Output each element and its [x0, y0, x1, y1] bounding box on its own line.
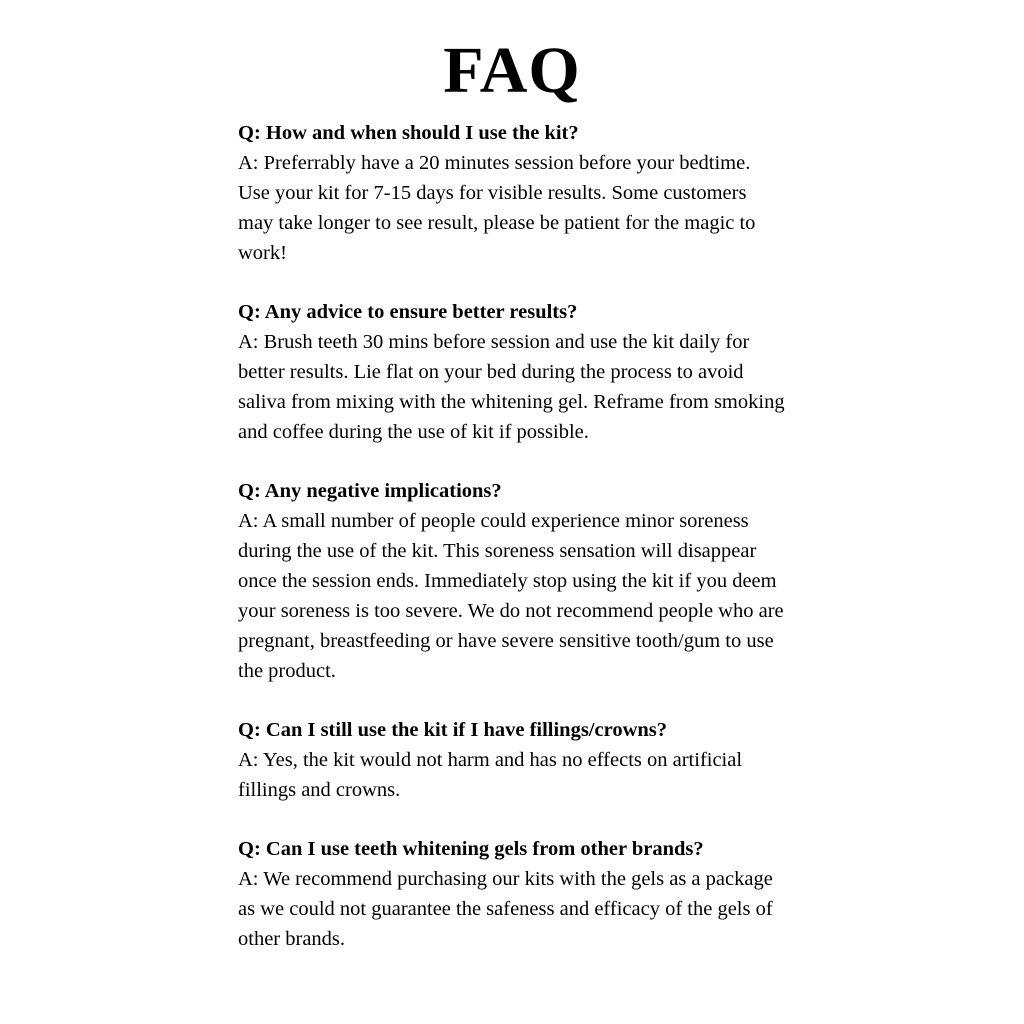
faq-answer: A: Preferrably have a 20 minutes session before your bedtime. Use your kit for 7-15 days for visible results. Some customers may take longer to see result, please be patient for the magic to work! — [238, 152, 756, 264]
content-column — [238, 34, 786, 954]
faq-item-negative-implications — [238, 476, 786, 686]
faq-question: Q: How and when should I use the kit? — [238, 122, 579, 144]
faq-question: Q: Can I use teeth whitening gels from other brands? — [238, 838, 704, 860]
faq-item-usage — [238, 118, 786, 268]
faq-answer: A: Yes, the kit would not harm and has no effects on artificial fillings and crowns. — [238, 749, 743, 801]
faq-answer: A: A small number of people could experience minor soreness during the use of the kit. This soreness sensation will disappear once the session ends. Immediately stop using the kit if you deem your soreness is too severe. We do not recommend people who are pregnant, breastfeeding or have severe sensitive tooth/gum to use the product. — [238, 510, 784, 682]
faq-question: Q: Any advice to ensure better results? — [238, 301, 578, 323]
faq-item-advice — [238, 297, 786, 447]
faq-item-fillings-crowns — [238, 715, 786, 805]
faq-item-other-brands — [238, 834, 786, 954]
faq-question: Q: Can I still use the kit if I have fillings/crowns? — [238, 719, 668, 741]
faq-question: Q: Any negative implications? — [238, 480, 502, 502]
page-title: FAQ — [443, 34, 581, 107]
faq-answer: A: Brush teeth 30 mins before session and use the kit daily for better results. Lie flat on your bed during the process to avoid saliva from mixing with the whitening gel. Reframe from smoking and coffee during the use of kit if possible. — [238, 331, 785, 443]
faq-answer: A: We recommend purchasing our kits with the gels as a package as we could not guarantee the safeness and efficacy of the gels of other brands. — [238, 868, 773, 950]
